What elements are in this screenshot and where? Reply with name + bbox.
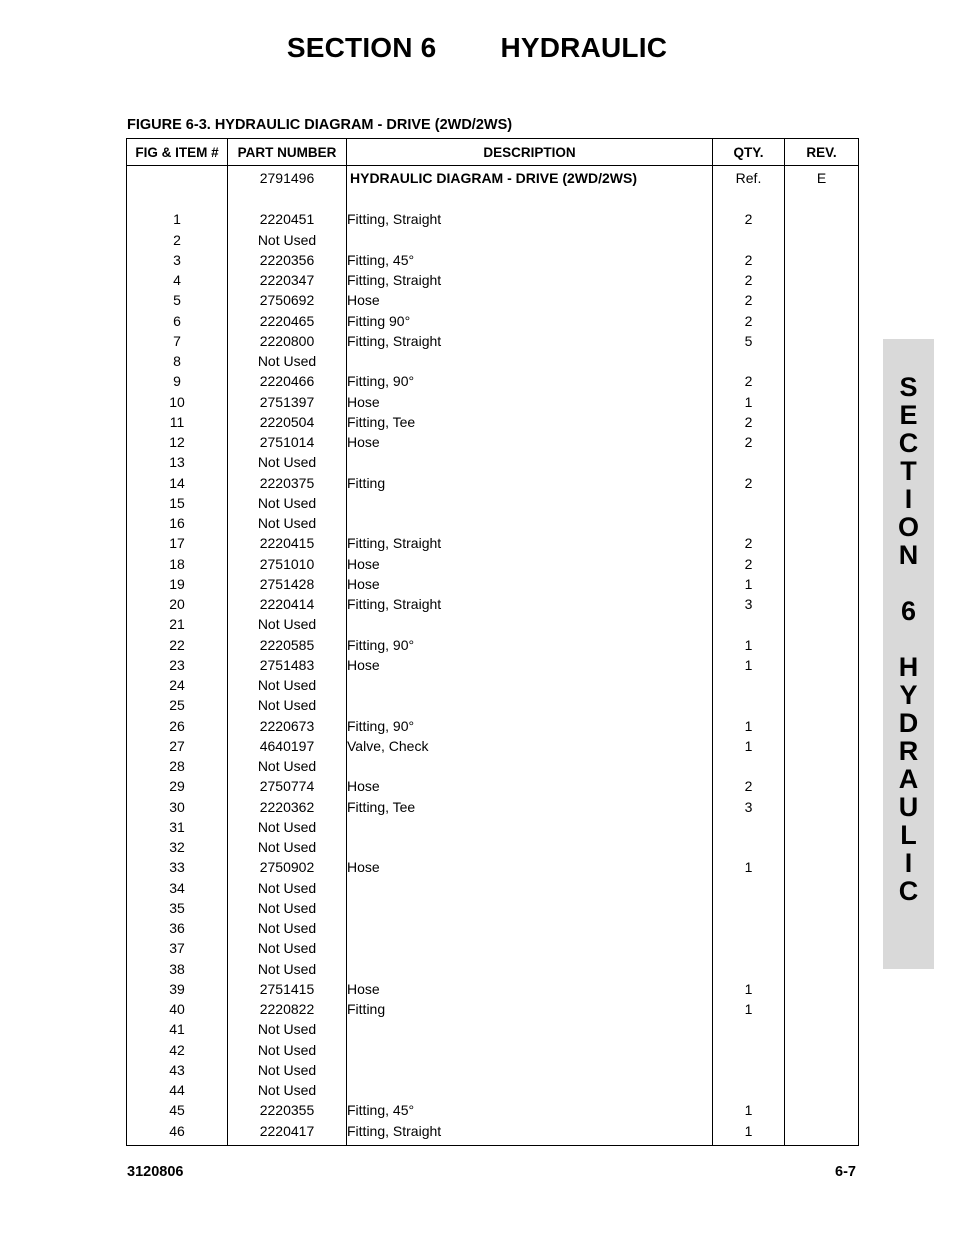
qty-cell: 3: [713, 797, 785, 817]
part-number-cell: 2220504: [228, 412, 347, 432]
rev-cell: [785, 270, 859, 290]
fig-item-cell: 10: [127, 392, 228, 412]
part-number-cell: Not Used: [228, 938, 347, 958]
part-number-cell: 2220673: [228, 716, 347, 736]
qty-cell: [713, 1040, 785, 1060]
part-number-cell: Not Used: [228, 898, 347, 918]
rev-cell: [785, 351, 859, 371]
qty-cell: [713, 898, 785, 918]
qty-cell: [713, 1060, 785, 1080]
rev-cell: [785, 250, 859, 270]
table-row: [127, 351, 859, 371]
qty-cell: [713, 756, 785, 776]
rev-cell: [785, 493, 859, 513]
part-number-cell: Not Used: [228, 817, 347, 837]
qty-cell: 2: [713, 776, 785, 796]
fig-item-cell: 12: [127, 432, 228, 452]
rev-cell: [785, 574, 859, 594]
table-row: [127, 209, 859, 229]
rev-cell: [785, 878, 859, 898]
description-cell: [347, 351, 713, 371]
table-row: [127, 331, 859, 351]
side-tab-text: S E C T I O N 6 H Y D R A U L I C: [897, 372, 919, 906]
fig-item-cell: 2: [127, 230, 228, 250]
rev-cell: [785, 635, 859, 655]
rev-cell: [785, 594, 859, 614]
qty-cell: [713, 513, 785, 533]
fig-item-cell: 25: [127, 695, 228, 715]
fig-item-cell: 27: [127, 736, 228, 756]
section-number: SECTION 6: [286, 32, 437, 63]
qty-cell: [713, 493, 785, 513]
rev-cell: [785, 331, 859, 351]
fig-item-cell: 23: [127, 655, 228, 675]
col-header-description: DESCRIPTION: [347, 139, 713, 166]
description-cell: [347, 878, 713, 898]
rev-cell: [785, 918, 859, 938]
description-cell: [347, 230, 713, 250]
fig-item-cell: 17: [127, 533, 228, 553]
table-row: [127, 371, 859, 391]
table-row: [127, 635, 859, 655]
fig-item-cell: 45: [127, 1100, 228, 1120]
table-row: [127, 452, 859, 472]
section-title: HYDRAULIC: [500, 32, 668, 63]
description-cell: Fitting, Straight: [347, 209, 713, 229]
fig-item-cell: 20: [127, 594, 228, 614]
qty-cell: 1: [713, 999, 785, 1019]
fig-item-cell: 37: [127, 938, 228, 958]
assembly-fig: [127, 166, 228, 189]
rev-cell: [785, 837, 859, 857]
qty-cell: [713, 351, 785, 371]
fig-item-cell: 11: [127, 412, 228, 432]
qty-cell: [713, 878, 785, 898]
part-number-cell: Not Used: [228, 918, 347, 938]
table-row: [127, 473, 859, 493]
qty-cell: 5: [713, 331, 785, 351]
fig-item-cell: 41: [127, 1019, 228, 1039]
description-cell: Fitting, 90°: [347, 716, 713, 736]
table-row: [127, 594, 859, 614]
description-cell: [347, 817, 713, 837]
part-number-cell: Not Used: [228, 675, 347, 695]
fig-item-cell: 22: [127, 635, 228, 655]
description-cell: Fitting, 45°: [347, 250, 713, 270]
table-row: [127, 817, 859, 837]
table-row: [127, 1019, 859, 1039]
rev-cell: [785, 716, 859, 736]
part-number-cell: 2750692: [228, 290, 347, 310]
fig-item-cell: 6: [127, 311, 228, 331]
description-cell: [347, 513, 713, 533]
qty-cell: [713, 230, 785, 250]
qty-cell: [713, 938, 785, 958]
description-cell: Hose: [347, 776, 713, 796]
fig-item-cell: 44: [127, 1080, 228, 1100]
rev-cell: [785, 554, 859, 574]
table-row: [127, 837, 859, 857]
part-number-cell: 2220355: [228, 1100, 347, 1120]
rev-cell: [785, 817, 859, 837]
qty-cell: [713, 959, 785, 979]
description-cell: Valve, Check: [347, 736, 713, 756]
table-row: [127, 230, 859, 250]
part-number-cell: 2220415: [228, 533, 347, 553]
part-number-cell: 2751014: [228, 432, 347, 452]
description-cell: [347, 1080, 713, 1100]
part-number-cell: 4640197: [228, 736, 347, 756]
rev-cell: [785, 371, 859, 391]
description-cell: Fitting, Tee: [347, 412, 713, 432]
table-row: [127, 614, 859, 634]
qty-cell: 1: [713, 392, 785, 412]
qty-cell: 2: [713, 412, 785, 432]
part-number-cell: Not Used: [228, 230, 347, 250]
part-number-cell: Not Used: [228, 493, 347, 513]
spacer-row: [127, 188, 859, 209]
description-cell: Hose: [347, 979, 713, 999]
description-cell: Fitting, Tee: [347, 797, 713, 817]
description-cell: [347, 837, 713, 857]
fig-item-cell: 16: [127, 513, 228, 533]
part-number-cell: Not Used: [228, 959, 347, 979]
table-row: [127, 290, 859, 310]
fig-item-cell: 15: [127, 493, 228, 513]
assembly-qty: Ref.: [713, 166, 785, 189]
fig-item-cell: 8: [127, 351, 228, 371]
table-row: [127, 1040, 859, 1060]
assembly-rev: E: [785, 166, 859, 189]
table-row: [127, 857, 859, 877]
rev-cell: [785, 979, 859, 999]
col-header-qty: QTY.: [713, 139, 785, 166]
description-cell: [347, 452, 713, 472]
qty-cell: 2: [713, 209, 785, 229]
rev-cell: [785, 311, 859, 331]
rev-cell: [785, 675, 859, 695]
fig-item-cell: 9: [127, 371, 228, 391]
table-row: [127, 392, 859, 412]
fig-item-cell: 35: [127, 898, 228, 918]
rev-cell: [785, 1060, 859, 1080]
table-row: [127, 695, 859, 715]
rev-cell: [785, 797, 859, 817]
part-number-cell: 2750774: [228, 776, 347, 796]
description-cell: Fitting, Straight: [347, 331, 713, 351]
qty-cell: [713, 918, 785, 938]
description-cell: [347, 756, 713, 776]
rev-cell: [785, 776, 859, 796]
part-number-cell: 2751428: [228, 574, 347, 594]
fig-item-cell: 3: [127, 250, 228, 270]
rev-cell: [785, 898, 859, 918]
table-row: [127, 918, 859, 938]
part-number-cell: 2751397: [228, 392, 347, 412]
part-number-cell: 2220451: [228, 209, 347, 229]
fig-item-cell: 33: [127, 857, 228, 877]
table-row: [127, 1100, 859, 1120]
fig-item-cell: 39: [127, 979, 228, 999]
table-row: [127, 797, 859, 817]
description-cell: Fitting 90°: [347, 311, 713, 331]
fig-item-cell: 19: [127, 574, 228, 594]
table-row: [127, 675, 859, 695]
part-number-cell: Not Used: [228, 1060, 347, 1080]
qty-cell: [713, 1019, 785, 1039]
part-number-cell: Not Used: [228, 1040, 347, 1060]
table-row: [127, 959, 859, 979]
description-cell: Fitting, Straight: [347, 594, 713, 614]
table-row: [127, 432, 859, 452]
rev-cell: [785, 756, 859, 776]
rev-cell: [785, 209, 859, 229]
fig-item-cell: 31: [127, 817, 228, 837]
qty-cell: 1: [713, 979, 785, 999]
qty-cell: 2: [713, 533, 785, 553]
part-number-cell: 2220822: [228, 999, 347, 1019]
assembly-description: HYDRAULIC DIAGRAM - DRIVE (2WD/2WS): [347, 166, 713, 189]
part-number-cell: 2750902: [228, 857, 347, 877]
table-row: [127, 533, 859, 553]
table-row: [127, 574, 859, 594]
description-cell: Fitting, 90°: [347, 635, 713, 655]
parts-table: [126, 138, 859, 1146]
table-row: [127, 999, 859, 1019]
rev-cell: [785, 857, 859, 877]
part-number-cell: 2220585: [228, 635, 347, 655]
description-cell: [347, 614, 713, 634]
qty-cell: [713, 452, 785, 472]
table-row: [127, 878, 859, 898]
fig-item-cell: 28: [127, 756, 228, 776]
table-row: [127, 736, 859, 756]
rev-cell: [785, 230, 859, 250]
qty-cell: [713, 695, 785, 715]
part-number-cell: Not Used: [228, 513, 347, 533]
description-cell: [347, 1019, 713, 1039]
rev-cell: [785, 1040, 859, 1060]
qty-cell: 2: [713, 270, 785, 290]
fig-item-cell: 5: [127, 290, 228, 310]
part-number-cell: 2220362: [228, 797, 347, 817]
assembly-part-number: 2791496: [228, 166, 347, 189]
part-number-cell: 2220347: [228, 270, 347, 290]
table-row: [127, 554, 859, 574]
table-row: [127, 655, 859, 675]
qty-cell: 1: [713, 574, 785, 594]
qty-cell: 1: [713, 1121, 785, 1146]
fig-item-cell: 4: [127, 270, 228, 290]
rev-cell: [785, 473, 859, 493]
rev-cell: [785, 1019, 859, 1039]
part-number-cell: Not Used: [228, 878, 347, 898]
description-cell: Hose: [347, 857, 713, 877]
qty-cell: [713, 675, 785, 695]
description-cell: Fitting: [347, 473, 713, 493]
rev-cell: [785, 655, 859, 675]
qty-cell: 1: [713, 635, 785, 655]
section-side-tab: [883, 339, 934, 969]
doc-number: 3120806: [127, 1164, 184, 1180]
rev-cell: [785, 1100, 859, 1120]
description-cell: [347, 1040, 713, 1060]
description-cell: Hose: [347, 290, 713, 310]
description-cell: [347, 918, 713, 938]
fig-item-cell: 46: [127, 1121, 228, 1146]
rev-cell: [785, 1121, 859, 1146]
table-row: [127, 1080, 859, 1100]
description-cell: [347, 898, 713, 918]
qty-cell: [713, 1080, 785, 1100]
rev-cell: [785, 290, 859, 310]
table-row: [127, 756, 859, 776]
table-row: [127, 1121, 859, 1146]
description-cell: [347, 675, 713, 695]
table-row: [127, 979, 859, 999]
rev-cell: [785, 695, 859, 715]
description-cell: [347, 938, 713, 958]
part-number-cell: 2220466: [228, 371, 347, 391]
fig-item-cell: 34: [127, 878, 228, 898]
part-number-cell: 2220800: [228, 331, 347, 351]
rev-cell: [785, 999, 859, 1019]
rev-cell: [785, 1080, 859, 1100]
fig-item-cell: 24: [127, 675, 228, 695]
table-row: [127, 250, 859, 270]
part-number-cell: 2220465: [228, 311, 347, 331]
table-row: [127, 311, 859, 331]
fig-item-cell: 42: [127, 1040, 228, 1060]
qty-cell: 2: [713, 290, 785, 310]
description-cell: Fitting, 45°: [347, 1100, 713, 1120]
fig-item-cell: 13: [127, 452, 228, 472]
part-number-cell: Not Used: [228, 452, 347, 472]
page-header: [0, 32, 954, 64]
description-cell: Fitting, Straight: [347, 270, 713, 290]
part-number-cell: 2220375: [228, 473, 347, 493]
qty-cell: 1: [713, 736, 785, 756]
part-number-cell: 2751483: [228, 655, 347, 675]
qty-cell: [713, 817, 785, 837]
table-row: [127, 938, 859, 958]
description-cell: Hose: [347, 432, 713, 452]
qty-cell: 2: [713, 311, 785, 331]
part-number-cell: 2220356: [228, 250, 347, 270]
table-row: [127, 1060, 859, 1080]
fig-item-cell: 43: [127, 1060, 228, 1080]
part-number-cell: Not Used: [228, 837, 347, 857]
part-number-cell: Not Used: [228, 614, 347, 634]
part-number-cell: Not Used: [228, 695, 347, 715]
fig-item-cell: 32: [127, 837, 228, 857]
rev-cell: [785, 736, 859, 756]
fig-item-cell: 18: [127, 554, 228, 574]
part-number-cell: Not Used: [228, 351, 347, 371]
figure-title: FIGURE 6-3. HYDRAULIC DIAGRAM - DRIVE (2WD/2WS): [127, 117, 513, 133]
fig-item-cell: 38: [127, 959, 228, 979]
rev-cell: [785, 412, 859, 432]
description-cell: [347, 493, 713, 513]
qty-cell: 1: [713, 1100, 785, 1120]
rev-cell: [785, 533, 859, 553]
part-number-cell: 2751010: [228, 554, 347, 574]
table-row: [127, 412, 859, 432]
table-row: [127, 513, 859, 533]
table-row: [127, 898, 859, 918]
rev-cell: [785, 432, 859, 452]
description-cell: Hose: [347, 655, 713, 675]
part-number-cell: 2751415: [228, 979, 347, 999]
description-cell: [347, 959, 713, 979]
description-cell: Fitting, Straight: [347, 533, 713, 553]
part-number-cell: 2220414: [228, 594, 347, 614]
table-header-row: [127, 139, 859, 166]
fig-item-cell: 14: [127, 473, 228, 493]
qty-cell: 2: [713, 473, 785, 493]
col-header-fig: FIG & ITEM #: [127, 139, 228, 166]
fig-item-cell: 40: [127, 999, 228, 1019]
fig-item-cell: 30: [127, 797, 228, 817]
assembly-row: [127, 166, 859, 189]
description-cell: Hose: [347, 392, 713, 412]
fig-item-cell: 29: [127, 776, 228, 796]
fig-item-cell: 36: [127, 918, 228, 938]
description-cell: Fitting, Straight: [347, 1121, 713, 1146]
col-header-part-number: PART NUMBER: [228, 139, 347, 166]
fig-item-cell: 26: [127, 716, 228, 736]
part-number-cell: Not Used: [228, 1019, 347, 1039]
qty-cell: [713, 614, 785, 634]
rev-cell: [785, 938, 859, 958]
rev-cell: [785, 959, 859, 979]
qty-cell: 3: [713, 594, 785, 614]
qty-cell: 1: [713, 857, 785, 877]
description-cell: Fitting: [347, 999, 713, 1019]
qty-cell: 1: [713, 716, 785, 736]
qty-cell: [713, 837, 785, 857]
fig-item-cell: 21: [127, 614, 228, 634]
fig-item-cell: 1: [127, 209, 228, 229]
description-cell: Hose: [347, 554, 713, 574]
qty-cell: 2: [713, 432, 785, 452]
table-row: [127, 716, 859, 736]
qty-cell: 2: [713, 554, 785, 574]
part-number-cell: Not Used: [228, 756, 347, 776]
table-row: [127, 270, 859, 290]
description-cell: Fitting, 90°: [347, 371, 713, 391]
qty-cell: 1: [713, 655, 785, 675]
description-cell: [347, 695, 713, 715]
rev-cell: [785, 452, 859, 472]
table-row: [127, 776, 859, 796]
description-cell: Hose: [347, 574, 713, 594]
rev-cell: [785, 614, 859, 634]
rev-cell: [785, 513, 859, 533]
description-cell: [347, 1060, 713, 1080]
fig-item-cell: 7: [127, 331, 228, 351]
part-number-cell: Not Used: [228, 1080, 347, 1100]
col-header-rev: REV.: [785, 139, 859, 166]
table-row: [127, 493, 859, 513]
rev-cell: [785, 392, 859, 412]
page-number: 6-7: [835, 1164, 856, 1180]
qty-cell: 2: [713, 250, 785, 270]
qty-cell: 2: [713, 371, 785, 391]
part-number-cell: 2220417: [228, 1121, 347, 1146]
